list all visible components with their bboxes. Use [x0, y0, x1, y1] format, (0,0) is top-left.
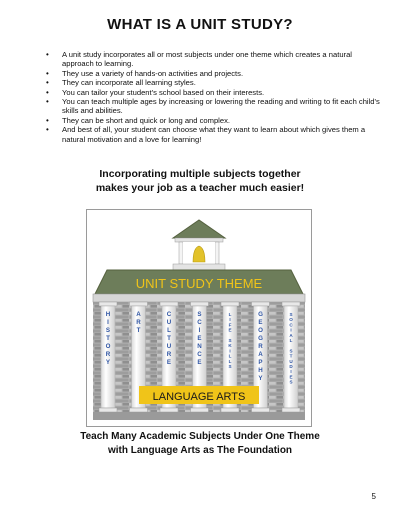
bullet-item: • They can be short and quick or long and complex.	[62, 116, 382, 125]
diagram-caption	[0, 430, 400, 458]
schoolhouse-diagram	[86, 209, 312, 427]
base-step	[93, 412, 305, 420]
column-label: S O C I A L S T U D I E S	[289, 312, 293, 385]
page-number: 5	[371, 492, 376, 501]
roof-label: UNIT STUDY THEME	[135, 276, 263, 291]
bullet-item: • They use a variety of hands-on activities and projects.	[62, 69, 382, 78]
column-label: L I F E S K I L L S	[228, 312, 232, 369]
foundation-label: LANGUAGE ARTS	[152, 391, 246, 403]
bell-tower	[173, 220, 225, 270]
column-label: G E O G R A P H Y	[258, 311, 263, 382]
entablature	[93, 294, 305, 302]
callout-line-2: makes your job as a teacher much easier!	[95, 181, 305, 194]
bullet-item: • You can tailor your student's school based on their interests.	[62, 88, 382, 97]
bullet-list	[44, 50, 382, 144]
column-label: A R T	[136, 311, 141, 334]
bullet-item: • They can incorporate all learning styles.	[62, 78, 382, 87]
bullet-item: • And best of all, your student can choose what they want to learn about which gives them a natural motivation and a love for learning!	[62, 125, 382, 144]
callout-line-1: Incorporating multiple subjects together	[99, 168, 301, 180]
page-title: WHAT IS A UNIT STUDY?	[107, 16, 293, 33]
column-history	[99, 302, 117, 412]
schoolhouse-illustration	[87, 210, 311, 426]
caption-line-2: with Language Arts as The Foundation	[107, 445, 293, 456]
column-label: H I S T O R Y	[105, 311, 111, 366]
callout-text	[0, 168, 400, 195]
column-label: S C I E N C E	[197, 311, 202, 366]
column-social-studies	[282, 302, 300, 412]
column-label: C U L T U R E	[166, 311, 172, 366]
bullet-item: • A unit study incorporates all or most subjects under one theme which creates a natural approach to learning.	[62, 50, 382, 69]
caption-line-1: Teach Many Academic Subjects Under One Theme	[80, 431, 320, 442]
bullet-item: • You can teach multiple ages by increasing or lowering the reading and writing to fit each child's skills and abilities.	[62, 97, 382, 116]
